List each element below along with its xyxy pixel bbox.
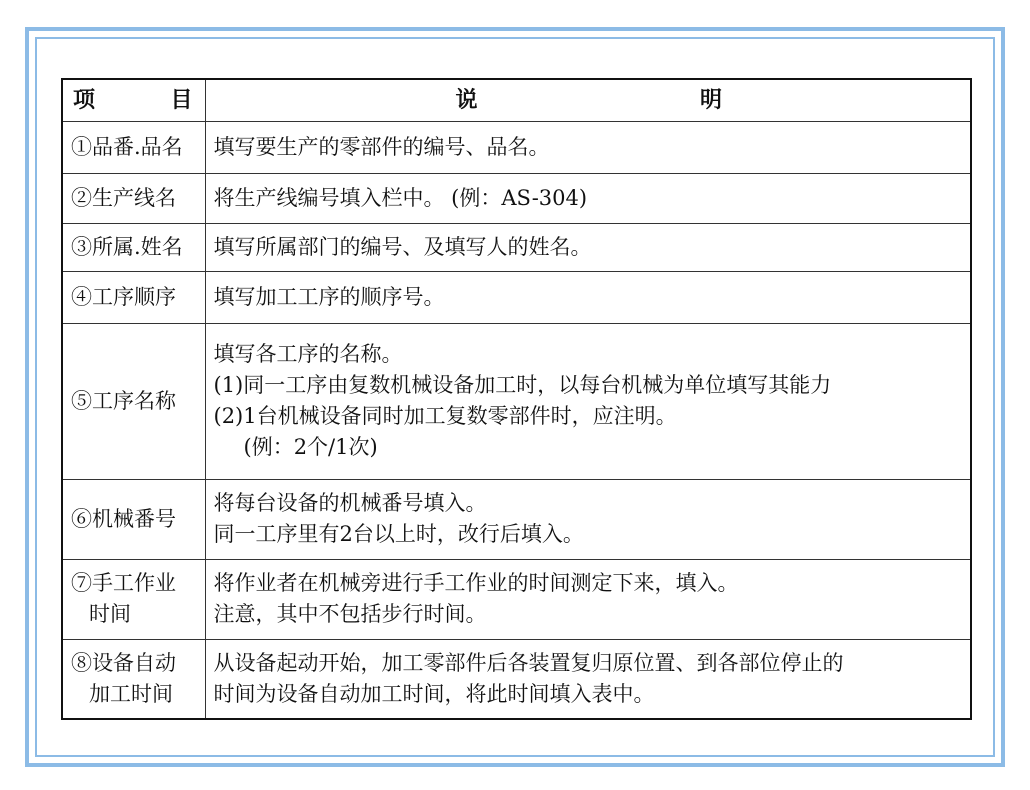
item-label: ⑦手工作业 <box>71 571 176 595</box>
item-label: ⑧设备自动 <box>71 650 176 675</box>
item-label: ⑤工序名称 <box>71 388 176 413</box>
description-text: 时间为设备自动加工时间，将此时间填入表中。 <box>213 681 655 706</box>
table-row <box>62 223 971 271</box>
table-header-row <box>62 79 971 121</box>
table-row <box>62 173 971 223</box>
description-cell <box>205 479 971 559</box>
description-cell <box>205 323 971 479</box>
description-text: 注意，其中不包括步行时间。 <box>213 602 487 626</box>
item-label: ③所属.姓名 <box>71 234 183 259</box>
table-row <box>62 271 971 323</box>
table-row <box>62 323 971 479</box>
item-cell <box>62 639 205 719</box>
description-text: (1)同一工序由复数机械设备加工时，以每台机械为单位填写其能力 <box>213 373 832 397</box>
header-item-cell <box>62 79 205 121</box>
item-cell <box>62 559 205 639</box>
description-cell <box>205 223 971 271</box>
item-cell <box>62 479 205 559</box>
item-cell <box>62 121 205 173</box>
description-cell <box>205 271 971 323</box>
item-label: ①品番.品名 <box>71 134 183 159</box>
description-cell <box>205 639 971 719</box>
item-cell <box>62 323 205 479</box>
header-item-char-1: 项 <box>73 86 96 113</box>
header-description-cell <box>205 79 971 121</box>
item-cell <box>62 271 205 323</box>
item-label: ②生产线名 <box>71 185 176 210</box>
table-row <box>62 559 971 639</box>
item-cell <box>62 173 205 223</box>
table-row <box>62 639 971 719</box>
item-cell <box>62 223 205 271</box>
table-row <box>62 121 971 173</box>
item-label: ④工序顺序 <box>71 284 176 309</box>
table-row <box>62 479 971 559</box>
description-text: 从设备起动开始，加工零部件后各装置复归原位置、到各部位停止的 <box>213 650 844 675</box>
header-desc-char-1: 说 <box>455 86 478 113</box>
item-label: 加工时间 <box>89 681 173 706</box>
description-text: 同一工序里有2台以上时，改行后填入。 <box>213 522 584 546</box>
header-desc-char-2: 明 <box>699 86 722 113</box>
description-text: 将作业者在机械旁进行手工作业的时间测定下来，填入。 <box>213 571 739 595</box>
description-text: 将生产线编号填入栏中。 (例：AS-304) <box>213 185 588 210</box>
header-item-char-2: 目 <box>170 86 193 113</box>
item-label: ⑥机械番号 <box>71 506 176 531</box>
specification-table <box>61 78 972 720</box>
description-text: 填写加工工序的顺序号。 <box>213 284 445 309</box>
description-text: 填写所属部门的编号、及填写人的姓名。 <box>213 234 592 259</box>
description-text: 填写要生产的零部件的编号、品名。 <box>213 134 550 159</box>
description-text: (2)1台机械设备同时加工复数零部件时，应注明。 <box>213 404 677 428</box>
description-text: (例：2个/1次) <box>243 435 378 459</box>
item-label: 时间 <box>89 602 131 626</box>
description-cell <box>205 173 971 223</box>
description-cell <box>205 121 971 173</box>
description-text: 将每台设备的机械番号填入。 <box>213 491 487 515</box>
description-text: 填写各工序的名称。 <box>213 342 403 366</box>
description-cell <box>205 559 971 639</box>
